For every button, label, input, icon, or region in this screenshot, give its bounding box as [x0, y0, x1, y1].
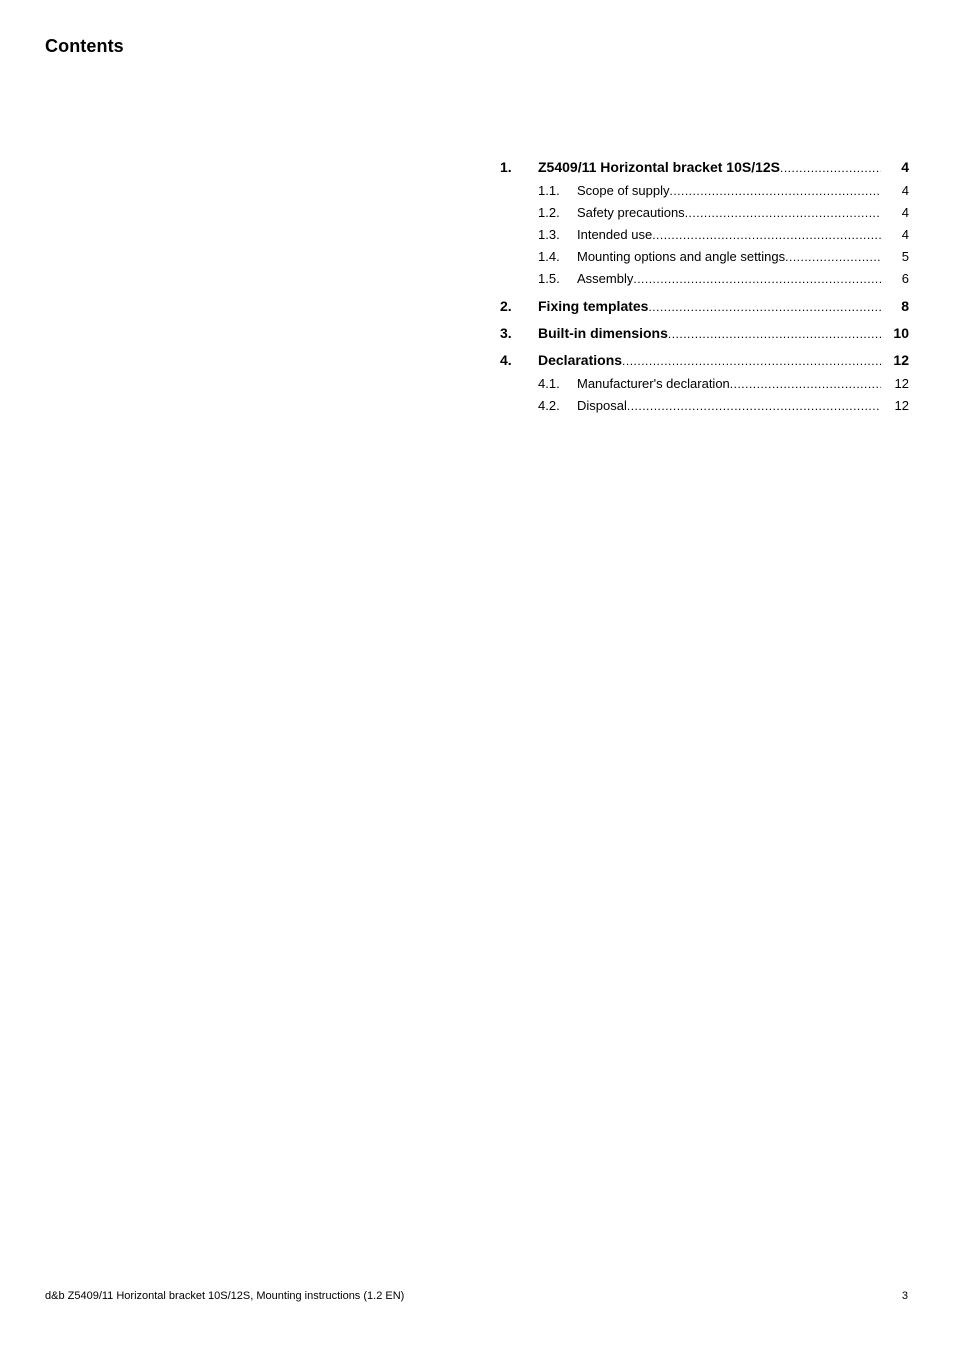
toc-section-1-2[interactable] [500, 202, 909, 224]
dot-leader [730, 373, 881, 395]
toc-section-number: 1.2. [538, 205, 560, 220]
footer-document-title: d&b Z5409/11 Horizontal bracket 10S/12S, Mounting instructions (1.2 EN) [45, 1290, 405, 1302]
toc-section-number: 4.1. [538, 376, 560, 391]
toc-page-number: 10 [893, 325, 909, 341]
toc-chapter-number: 1. [500, 159, 512, 175]
toc-chapter-number: 4. [500, 352, 512, 368]
dot-leader [670, 180, 881, 202]
toc-section-number: 1.1. [538, 183, 560, 198]
toc-section-title: Intended use [577, 227, 653, 242]
toc-page-number: 4 [901, 159, 909, 175]
toc-page-number: 6 [901, 271, 909, 286]
toc-chapter-1[interactable] [500, 156, 909, 178]
toc-section-1-1[interactable] [500, 180, 909, 202]
dot-leader [633, 268, 881, 290]
toc-chapter-title: Fixing templates [538, 298, 649, 314]
toc-page-number: 12 [894, 398, 909, 413]
dot-leader [622, 350, 881, 372]
toc-chapter-title: Declarations [538, 352, 623, 368]
toc-section-4-1[interactable] [500, 373, 909, 395]
toc-section-1-4[interactable] [500, 246, 909, 268]
toc-section-title: Manufacturer's declaration [577, 376, 730, 391]
toc-page-number: 4 [901, 205, 909, 220]
toc-section-1-3[interactable] [500, 224, 909, 246]
toc-section-title: Mounting options and angle settings [577, 249, 786, 264]
toc-page-number: 4 [901, 227, 909, 242]
toc-section-4-2[interactable] [500, 395, 909, 417]
toc-section-1-5[interactable] [500, 268, 909, 290]
footer-page-number: 3 [901, 1290, 908, 1302]
dot-leader [685, 202, 881, 224]
dot-leader [668, 323, 881, 345]
toc-section-number: 4.2. [538, 398, 560, 413]
toc-chapter-number: 3. [500, 325, 512, 341]
toc-section-number: 1.5. [538, 271, 560, 286]
toc-section-number: 1.3. [538, 227, 560, 242]
toc-chapter-number: 2. [500, 298, 512, 314]
page-title: Contents [45, 36, 124, 56]
toc-chapter-title: Built-in dimensions [538, 325, 668, 341]
toc-page-number: 12 [894, 376, 909, 391]
toc-chapter-4[interactable] [500, 349, 909, 371]
dot-leader [627, 395, 881, 417]
toc-chapter-3[interactable] [500, 322, 909, 344]
toc-page-number: 12 [893, 352, 909, 368]
toc-section-title: Assembly [577, 271, 634, 286]
toc-section-title: Scope of supply [577, 183, 670, 198]
toc-page-number: 8 [901, 298, 909, 314]
dot-leader [648, 296, 881, 318]
toc-section-title: Disposal [577, 398, 627, 413]
dot-leader [785, 246, 881, 268]
toc-section-title: Safety precautions [577, 205, 685, 220]
dot-leader [652, 224, 881, 246]
toc-page-number: 4 [901, 183, 909, 198]
toc-chapter-title: Z5409/11 Horizontal bracket 10S/12S [538, 159, 781, 175]
toc-page-number: 5 [901, 249, 909, 264]
toc-section-number: 1.4. [538, 249, 560, 264]
table-of-contents [500, 156, 909, 417]
dot-leader [780, 157, 881, 179]
toc-chapter-2[interactable] [500, 295, 909, 317]
